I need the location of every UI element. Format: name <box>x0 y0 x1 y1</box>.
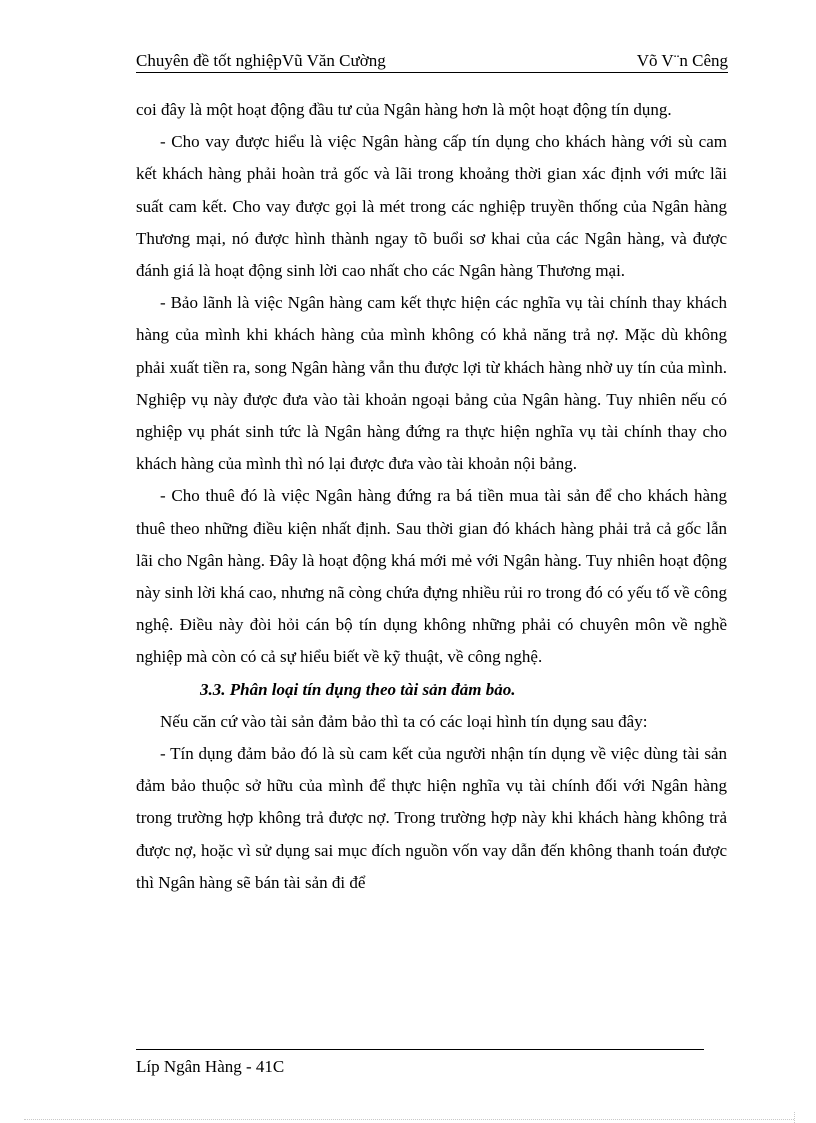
section-heading: 3.3. Phân loại tín dụng theo tài sản đảm bảo. <box>200 679 516 699</box>
page-edge-bottom <box>24 1119 794 1120</box>
document-body <box>136 94 727 899</box>
header-title: Chuyên đề tốt nghiệpVũ Văn Cường <box>136 51 386 70</box>
header-author: Võ V¨n Cêng <box>636 51 728 70</box>
paragraph-tin-dung-dam-bao: - Tín dụng đảm bảo đó là sù cam kết của người nhận tín dụng về việc dùng tài sản đảm bảo thuộc sở hữu của mình để thực hiện nghĩa vụ tài chính đối với Ngân hàng trong trường hợp không trả được nợ. Trong trường hợp này khi khách hàng không trả được nợ, hoặc vì sử dụng sai mục đích nguồn vốn vay dẫn đến không thanh toán được thì Ngân hàng sẽ bán tài sản đi để <box>136 744 727 892</box>
paragraph-cho-thue: - Cho thuê đó là việc Ngân hàng đứng ra bá tiền mua tài sản để cho khách hàng thuê theo những điều kiện nhất định. Sau thời gian đó khách hàng phải trả cả gốc lẫn lãi cho Ngân hàng. Đây là hoạt động khá mới mẻ với Ngân hàng. Tuy nhiên hoạt động này sinh lời khá cao, nhưng nã còng chứa đựng nhiều rủi ro trong đó có yếu tố về công nghệ. Điều này đòi hỏi cán bộ tín dụng không những phải có chuyên môn về nghề nghiệp mà còn có cả sự hiểu biết về kỹ thuật, về công nghệ. <box>136 486 727 667</box>
page-header <box>136 50 728 73</box>
paragraph-bao-lanh: - Bảo lãnh là việc Ngân hàng cam kết thực hiện các nghĩa vụ tài chính thay khách hàng của mình khi khách hàng của mình không có khả năng trả nợ. Mặc dù không phải xuất tiền ra, song Ngân hàng vẫn thu được lợi từ khách hàng nhờ uy tín của mình. Nghiệp vụ này được đưa vào tài khoản ngoại bảng của Ngân hàng. Tuy nhiên nếu có nghiệp vụ phát sinh tức là Ngân hàng đứng ra thực hiện nghĩa vụ tài chính thay cho khách hàng của mình thì nó lại được đưa vào tài khoản nội bảng. <box>136 293 727 474</box>
paragraph-cho-vay: - Cho vay được hiểu là việc Ngân hàng cấp tín dụng cho khách hàng với sù cam kết khách hàng phải hoàn trả gốc và lãi trong khoảng thời gian xác định với mức lãi suất cam kết. Cho vay được gọi là mét trong các nghiệp truyền thống của Ngân hàng Thương mại, nó được hình thành ngay tõ buổi sơ khai của các Ngân hàng, và được đánh giá là hoạt động sinh lời cao nhất cho các Ngân hàng Thương mại. <box>136 132 727 281</box>
paragraph-intro: Nếu căn cứ vào tài sản đảm bảo thì ta có các loại hình tín dụng sau đây: <box>160 711 648 731</box>
page-edge-corner <box>794 1112 795 1123</box>
footer-divider <box>136 1049 704 1050</box>
page-footer: Líp Ngân Hàng - 41C <box>136 1057 285 1076</box>
paragraph-continuation: coi đây là một hoạt động đầu tư của Ngân hàng hơn là một hoạt động tín dụng. <box>136 100 672 119</box>
